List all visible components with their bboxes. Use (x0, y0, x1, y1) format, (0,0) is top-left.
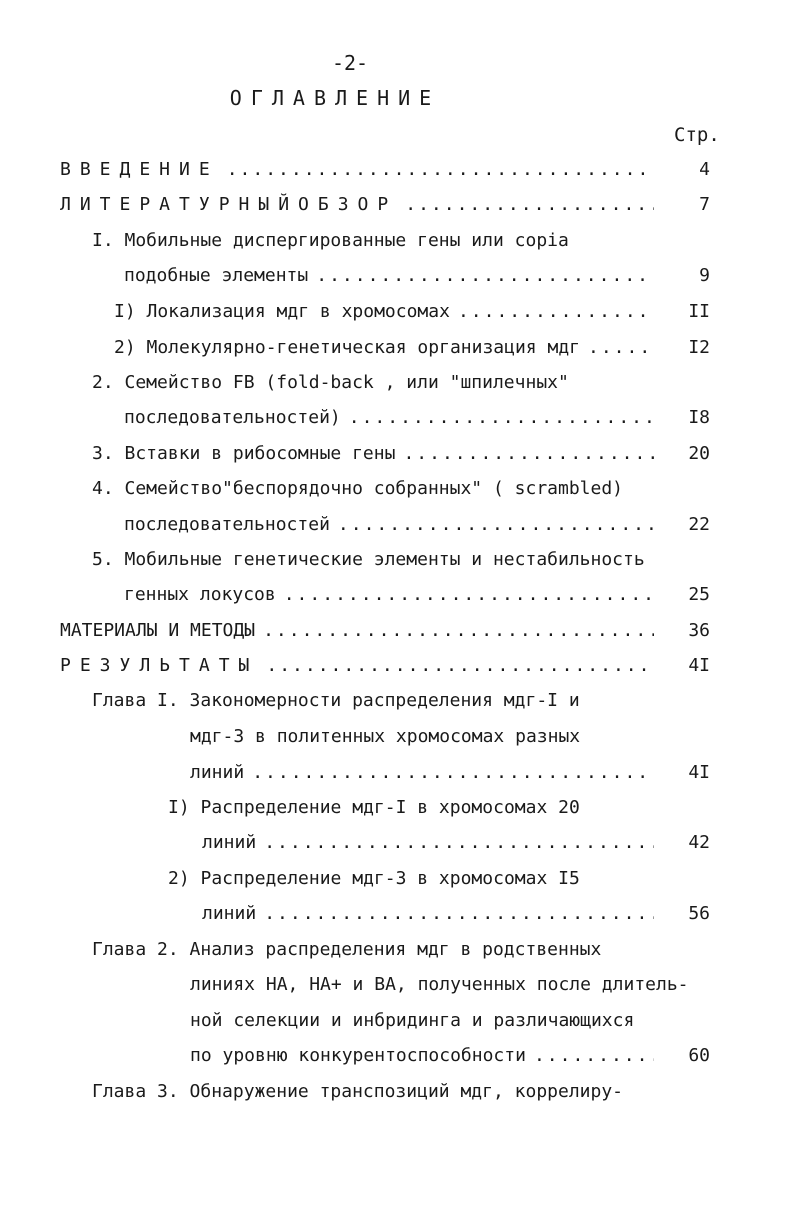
toc-page-number: 60 (688, 1045, 710, 1066)
toc-page-number: II (688, 301, 710, 322)
toc-entry-text: линий (202, 903, 257, 924)
toc-entry-ch2 (190, 1044, 654, 1068)
toc-entry-intro (60, 158, 654, 182)
page-number: -2- (331, 51, 369, 75)
toc-page-number: 42 (688, 832, 710, 853)
toc-entry-ch1-2 (202, 902, 654, 926)
toc-entry-text: РЕЗУЛЬТАТЫ (60, 655, 259, 676)
toc-entry-text: ЛИТЕРАТУРНЫЙОБЗОР (60, 194, 398, 215)
toc-line: Глава 2. Анализ распределения мдг в родственных (92, 939, 602, 960)
toc-line: I) Распределение мдг-I в хромосомах 20 (168, 797, 580, 818)
toc-page-number: 7 (699, 194, 710, 215)
toc-page-number: 25 (688, 584, 710, 605)
toc-page-number: 20 (688, 443, 710, 464)
leader-dots (338, 513, 654, 537)
toc-entry-s1-2 (114, 336, 654, 360)
leader-dots (284, 583, 654, 607)
toc-line: I. Мобильные диспергированные гены или copia (92, 230, 569, 251)
toc-entry-s5 (124, 583, 654, 607)
page-title: ОГЛАВЛЕНИЕ (229, 86, 441, 110)
toc-line: 2) Распределение мдг-3 в хромосомах I5 (168, 868, 580, 889)
toc-page-number: 4I (688, 762, 710, 783)
toc-line: мдг-3 в политенных хромосомах разных (190, 726, 581, 747)
toc-page-number: 4I (688, 655, 710, 676)
leader-dots (349, 406, 654, 430)
toc-page-number: I8 (688, 407, 710, 428)
toc-entry-s1-1 (114, 300, 654, 324)
toc-entry-text: 2) Молекулярно-генетическая организация мдг (114, 337, 580, 358)
toc-entry-text: последовательностей) (124, 407, 341, 428)
leader-dots (316, 264, 654, 288)
toc-page-number: 36 (688, 620, 710, 641)
toc-entry-text: МАТЕРИАЛЫ И МЕТОДЫ (60, 620, 256, 641)
toc-entry-s3 (92, 442, 654, 466)
leader-dots (264, 902, 654, 926)
toc-line: 2. Семейство FB (fold-back , или "шпилечных" (92, 372, 569, 393)
leader-dots (264, 831, 654, 855)
toc-page-number: 56 (688, 903, 710, 924)
leader-dots (252, 761, 654, 785)
toc-line: ной селекции и инбридинга и различающихся (190, 1010, 635, 1031)
toc-line: 5. Мобильные генетические элементы и нестабильность (92, 549, 645, 570)
toc-entry-s4 (124, 513, 654, 537)
toc-line: 4. Семейство"беспорядочно собранных" ( scrambled) (92, 478, 624, 499)
toc-entry-text: ВВЕДЕНИЕ (60, 159, 219, 180)
toc-entry-ch1 (190, 761, 654, 785)
toc-entry-text: подобные элементы (124, 265, 309, 286)
toc-entry-s1 (124, 264, 654, 288)
toc-entry-text: I) Локализация мдг в хромосомах (114, 301, 450, 322)
toc-entry-s2 (124, 406, 654, 430)
toc-entry-text: последовательностей (124, 514, 330, 535)
toc-entry-results (60, 654, 654, 678)
leader-dots (266, 654, 654, 678)
toc-page-number: 4 (699, 159, 710, 180)
toc-line: линиях НА, НА+ и ВА, полученных после длитель- (190, 974, 689, 995)
leader-dots (227, 158, 654, 182)
toc-page-number: 9 (699, 265, 710, 286)
toc-entry-review (60, 193, 654, 217)
toc-page-number: I2 (688, 337, 710, 358)
toc-line: Глава 3. Обнаружение транспозиций мдг, коррелиру- (92, 1081, 624, 1102)
toc-entry-text: по уровню конкурентоспособности (190, 1045, 526, 1066)
toc-entry-text: линий (202, 832, 257, 853)
toc-entry-text: линий (190, 762, 245, 783)
toc-line: Глава I. Закономерности распределения мдг-I и (92, 690, 580, 711)
leader-dots (263, 619, 654, 643)
toc-entry-methods (60, 619, 654, 643)
toc-entry-text: генных локусов (124, 584, 276, 605)
toc-entry-text: 3. Вставки в рибосомные гены (92, 443, 396, 464)
toc-entry-ch1-1 (202, 831, 654, 855)
page-column-label: Стр. (674, 124, 720, 146)
toc-page-number: 22 (688, 514, 710, 535)
